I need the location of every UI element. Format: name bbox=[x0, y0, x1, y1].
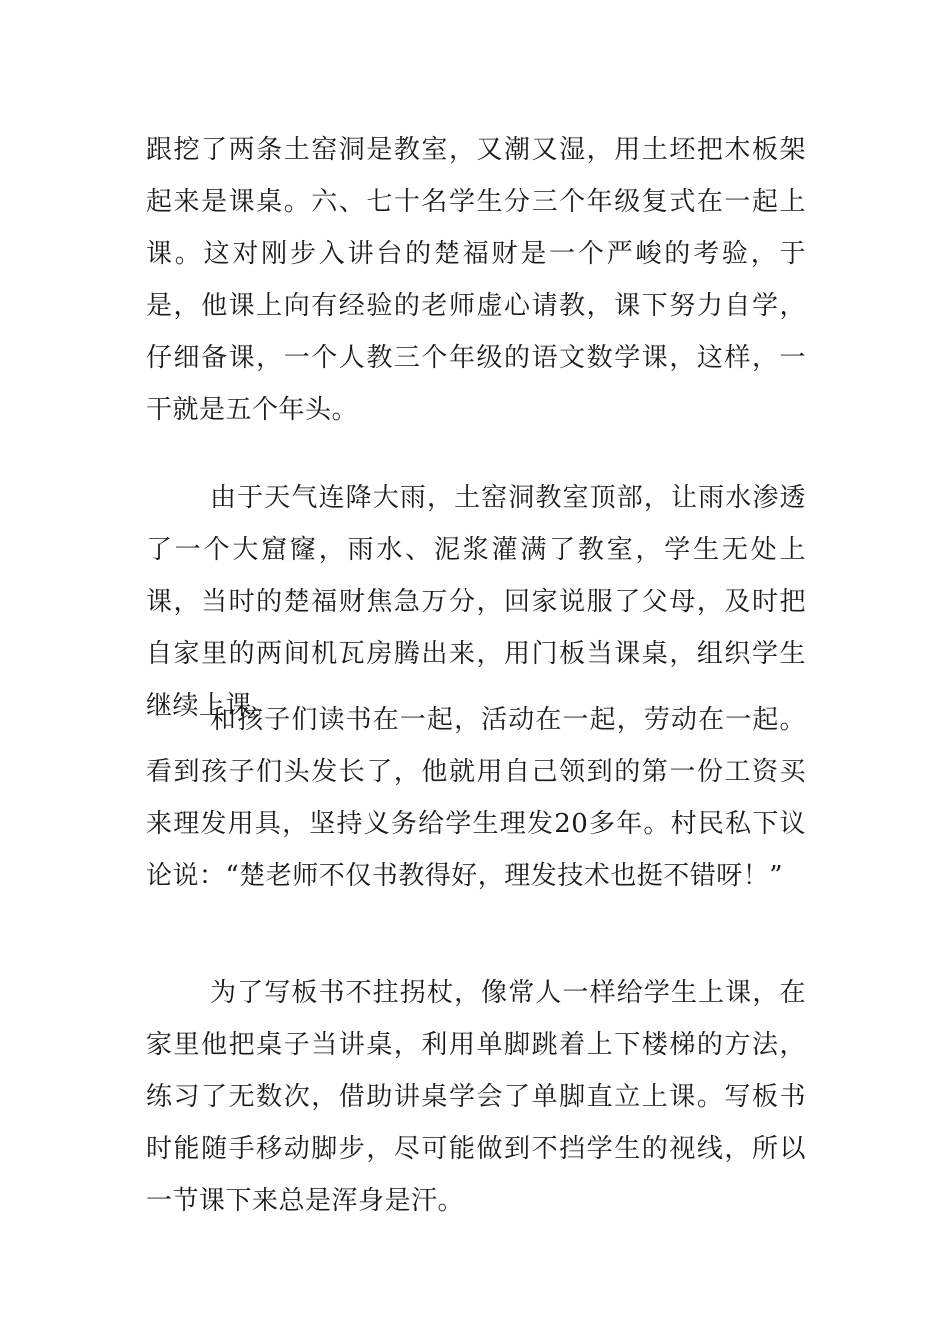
paragraph-haircut: 和孩子们读书在一起，活动在一起，劳动在一起。看到孩子们头发长了，他就用自己领到的第一份工资买来理发用具，坚持义务给学生理发20多年。村民私下议论说：“楚老师不仅书教得好，理发技术也挺不错呀！” bbox=[146, 705, 806, 891]
paragraph-rain-damage: 由于天气连降大雨，土窑洞教室顶部，让雨水渗透了一个大窟窿，雨水、泥浆灌满了教室，学生无处上课，当时的楚福财焦急万分，回家说服了父母，及时把自家里的两间机瓦房腾出来，用门板当课桌，组织学生继续上课。 bbox=[146, 483, 806, 721]
paragraph-classroom-cave: 跟挖了两条土窑洞是教室，又潮又湿，用土坯把木板架起来是课桌。六、七十名学生分三个年级复式在一起上课。这对刚步入讲台的楚福财是一个严峻的考验，于是，他课上向有经验的老师虚心请教，课下努力自学，仔细备课，一个人教三个年级的语文数学课，这样，一干就是五个年头。 bbox=[146, 135, 806, 425]
paragraph-single-leg-teaching: 为了写板书不拄拐杖，像常人一样给学生上课，在家里他把桌子当讲桌，利用单脚跳着上下楼梯的方法，练习了无数次，借助讲桌学会了单脚直立上课。写板书时能随手移动脚步，尽可能做到不挡学生的视线，所以一节课下来总是浑身是汗。 bbox=[146, 978, 806, 1216]
